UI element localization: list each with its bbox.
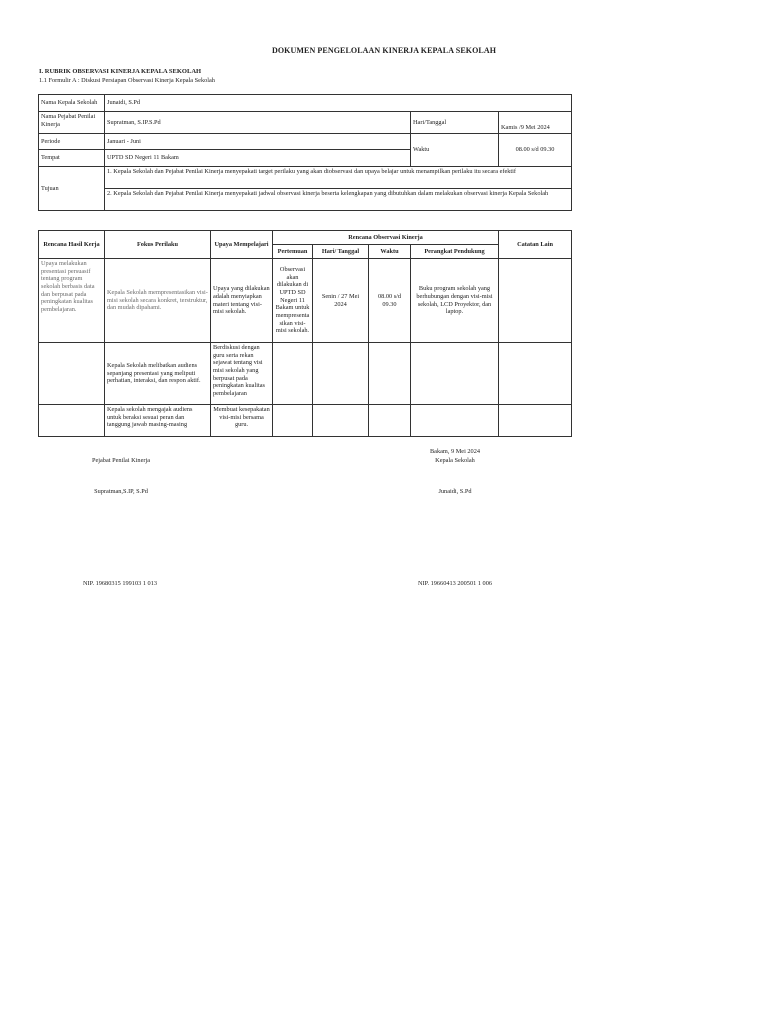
header-rencana-observasi: Rencana Observasi Kinerja [273,231,499,245]
header-fokus: Fokus Perilaku [105,231,211,259]
header-catatan: Catatan Lain [499,231,572,259]
info-row-kepsek [39,95,572,112]
waktu-label: Waktu [411,134,499,167]
hari-tanggal-cell [313,343,369,405]
header-perangkat: Perangkat Pendukung [411,245,499,259]
place-date: Bakam, 9 Mei 2024 [429,448,481,455]
right-signatory-name: Junaidi, S.Pd [438,488,472,495]
upaya-cell: Upaya yang dilakukan adalah menyiapkan materi tentang visi-misi sekolah. [211,259,273,343]
periode-label: Periode [39,134,105,150]
section-subheading: 1.1 Formulir A : Diskusi Persiapan Observasi Kinerja Kepala Sekolah [39,77,215,84]
hari-tanggal-cell: Senin / 27 Mei 2024 [313,259,369,343]
header-upaya: Upaya Mempelajari [211,231,273,259]
left-signatory-name: Supratman,S.IP, S.Pd [94,488,148,495]
info-table [38,94,572,211]
table-row [39,343,572,405]
header-pertemuan: Pertemuan [273,245,313,259]
pertemuan-cell [273,405,313,437]
right-signatory-nip: NIP. 19660413 200501 1 006 [418,580,492,587]
fokus-cell: Kepala Sekolah mempresentasikan visi-misi sekolah secara konkret, terstruktur, dan mudah dipahami. [105,259,211,343]
left-signatory-role: Pejabat Penilai Kinerja [91,457,151,464]
catatan-cell [499,405,572,437]
pertemuan-cell: Observasi akan dilakukan di UPTD SD Negeri 11 Bakam untuk mempresentasikan visi-misi sekolah. [273,259,313,343]
hari-tanggal-cell [313,405,369,437]
section-heading: I. RUBRIK OBSERVASI KINERJA KEPALA SEKOLAH [39,68,202,75]
waktu-cell [369,343,411,405]
upaya-cell: Berdiskusi dengan guru serta rekan sejawat tentang visi misi sekolah yang berpusat pada peningkatan kualitas pembelajaran [211,343,273,405]
info-row-periode [39,134,572,150]
pertemuan-cell [273,343,313,405]
tujuan-item-2: 2. Kepala Sekolah dan Pejabat Penilai Kinerja menyepakati jadwal observasi kinerja beserta kelengkapan yang dibutuhkan dalam melakukan observasi kinerja Kepala Sekolah [105,189,572,211]
perangkat-cell: Buku program sekolah yang berhubungan dengan visi-misi sekolah, LCD Proyektor, dan laptop. [411,259,499,343]
right-signatory-role: Kepala Sekolah [435,457,475,464]
rencana-hasil-cell [39,343,105,405]
hari-tanggal-label: Hari/Tanggal [411,112,499,134]
catatan-cell [499,343,572,405]
tujuan-item-1: 1. Kepala Sekolah dan Pejabat Penilai Kinerja menyepakati target perilaku yang akan diobservasi dan upaya belajar untuk menampilkan perilaku itu secara efektif [105,167,572,189]
upaya-cell: Membuat kesepakatan visi-misi bersama guru. [211,405,273,437]
table-row [39,405,572,437]
fokus-cell: Kepala sekolah mengajak audiens untuk beraksi sesuai peran dan tanggung jawab masing-masing [105,405,211,437]
header-rencana-hasil: Rencana Hasil Kerja [39,231,105,259]
kepsek-value: Junaidi, S.Pd [105,95,572,112]
tempat-label: Tempat [39,150,105,167]
penilai-label: Nama Pejabat Penilai Kinerja [39,112,105,134]
hari-tanggal-value: Kamis /9 Mei 2024 [499,112,572,134]
waktu-cell: 08.00 s/d 09.30 [369,259,411,343]
perangkat-cell [411,405,499,437]
tujuan-label: Tujuan [39,167,105,211]
catatan-cell [499,259,572,343]
penilai-value: Supratman, S.IP.S.Pd [105,112,411,134]
rubric-table [38,230,572,437]
header-hari-tanggal: Hari/ Tanggal [313,245,369,259]
periode-value: Januari - Juni [105,134,411,150]
rubric-header-row-1 [39,231,572,245]
fokus-cell: Kepala Sekolah melibatkan audiens sepanjang presentasi yang meliputi perhatian, interaksi, dan respon aktif. [105,343,211,405]
info-row-tujuan-2 [39,189,572,211]
tempat-value: UPTD SD Negeri 11 Bakam [105,150,411,167]
info-row-penilai [39,112,572,134]
document-title: DOKUMEN PENGELOLAAN KINERJA KEPALA SEKOLAH [271,46,497,55]
table-row [39,259,572,343]
rencana-hasil-cell [39,405,105,437]
waktu-value: 08.00 s/d 09.30 [499,134,572,167]
info-row-tujuan-1 [39,167,572,189]
waktu-cell [369,405,411,437]
header-waktu: Waktu [369,245,411,259]
rencana-hasil-cell: Upaya melakukan presentasi persuasif tentang program sekolah berbasis data dan berpusat pada peningkatan kualitas pembelajaran. [39,259,105,343]
kepsek-label: Nama Kepala Sekolah [39,95,105,112]
perangkat-cell [411,343,499,405]
left-signatory-nip: NIP. 19680315 199103 1 013 [83,580,157,587]
